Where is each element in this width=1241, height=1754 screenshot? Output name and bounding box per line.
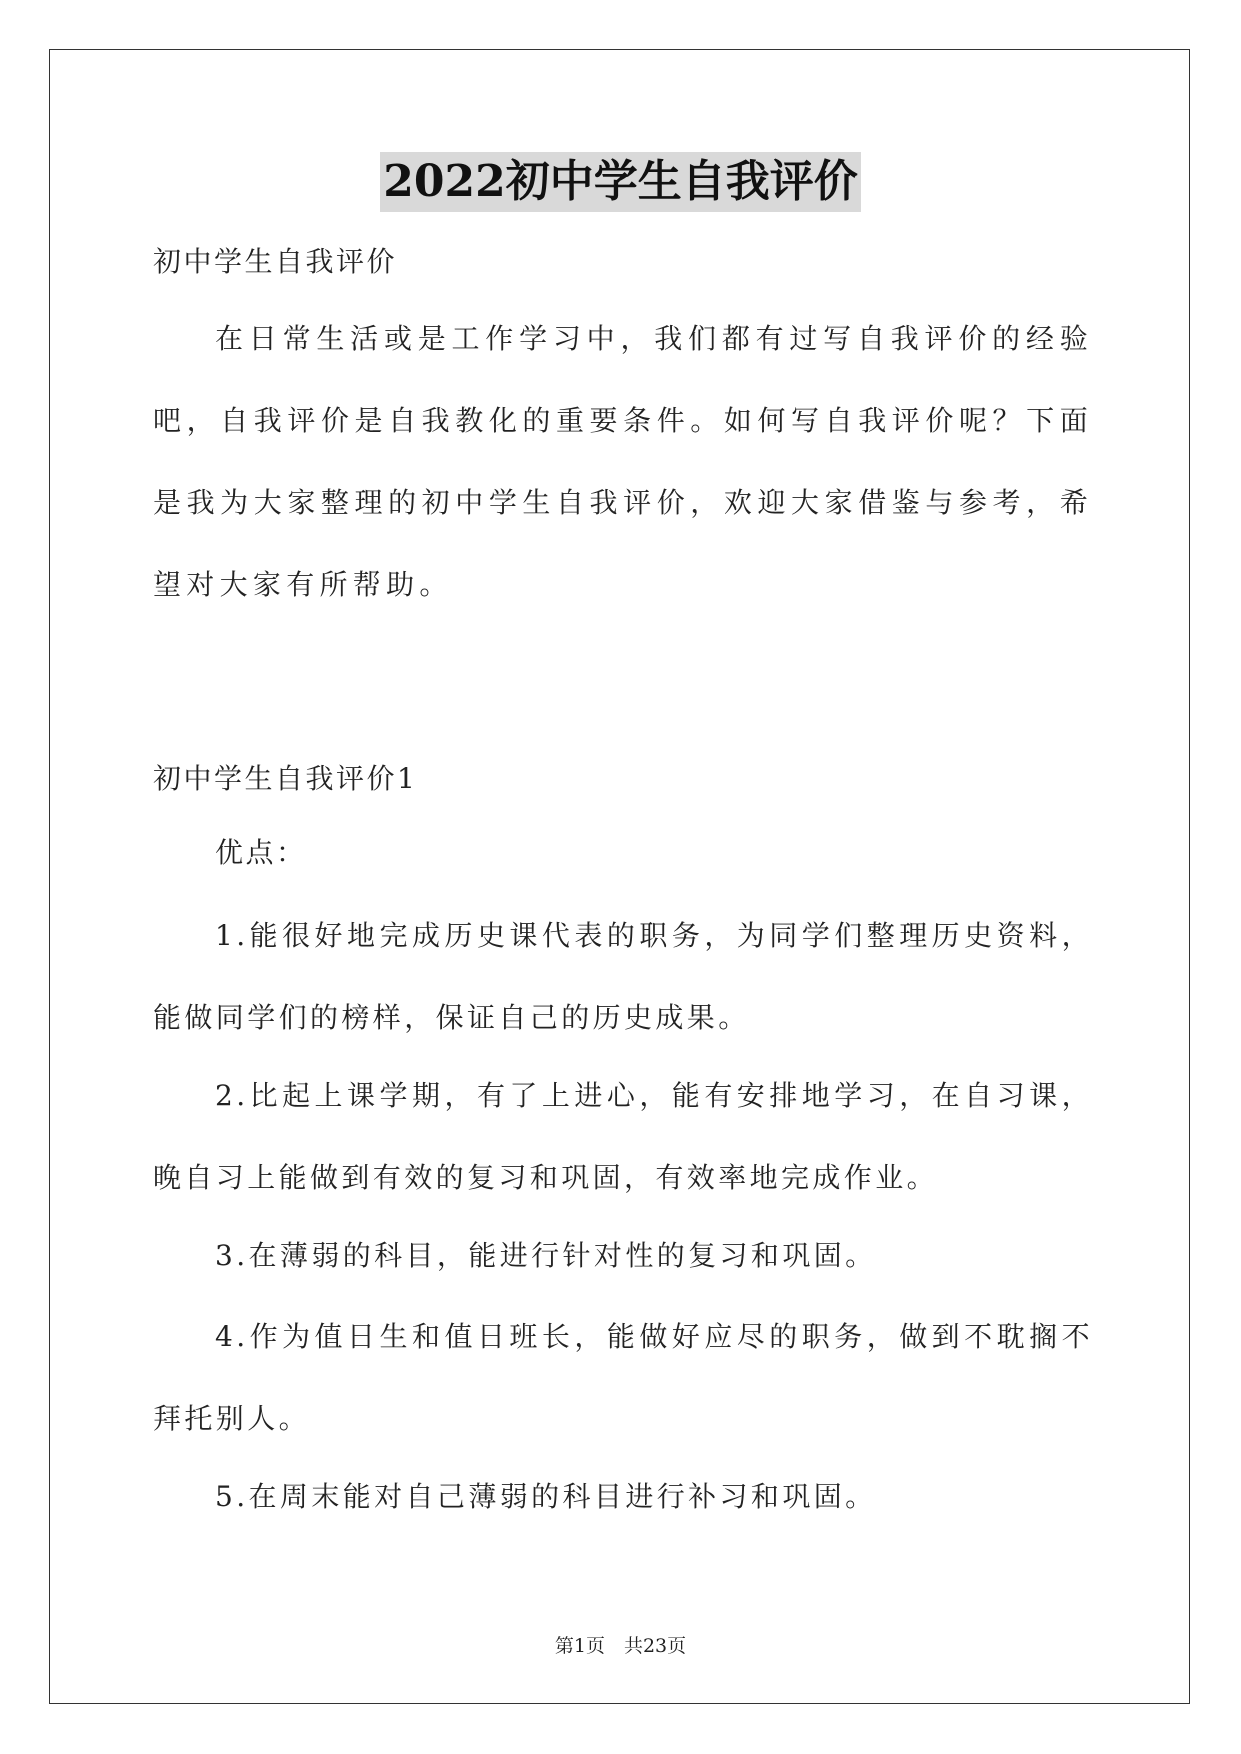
section-heading: 初中学生自我评价1 (153, 762, 418, 795)
document-title: 2022初中学生自我评价 (380, 152, 860, 212)
page-number: 第1页 共23页 (554, 1635, 687, 1657)
title-container (0, 152, 1241, 212)
list-item: 3.在薄弱的科目，能进行针对性的复习和巩固。 (215, 1239, 877, 1272)
list-item: 2.比起上课学期，有了上进心，能有安排地学习，在自习课，晚自习上能做到有效的复习和巩固，有效率地完成作业。 (153, 1079, 1093, 1194)
strengths-label: 优点： (215, 836, 307, 869)
intro-paragraph: 在日常生活或是工作学习中，我们都有过写自我评价的经验吧，自我评价是自我教化的重要条件。如何写自我评价呢？下面是我为大家整理的初中学生自我评价，欢迎大家借鉴与参考，希望对大家有所帮助。 (153, 322, 1093, 601)
list-item: 5.在周末能对自己薄弱的科目进行补习和巩固。 (215, 1480, 877, 1513)
document-subtitle: 初中学生自我评价 (153, 245, 398, 278)
list-item: 1.能很好地完成历史课代表的职务，为同学们整理历史资料，能做同学们的榜样，保证自己的历史成果。 (153, 919, 1093, 1034)
list-item: 4.作为值日生和值日班长，能做好应尽的职务，做到不耽搁不拜托别人。 (153, 1320, 1093, 1435)
